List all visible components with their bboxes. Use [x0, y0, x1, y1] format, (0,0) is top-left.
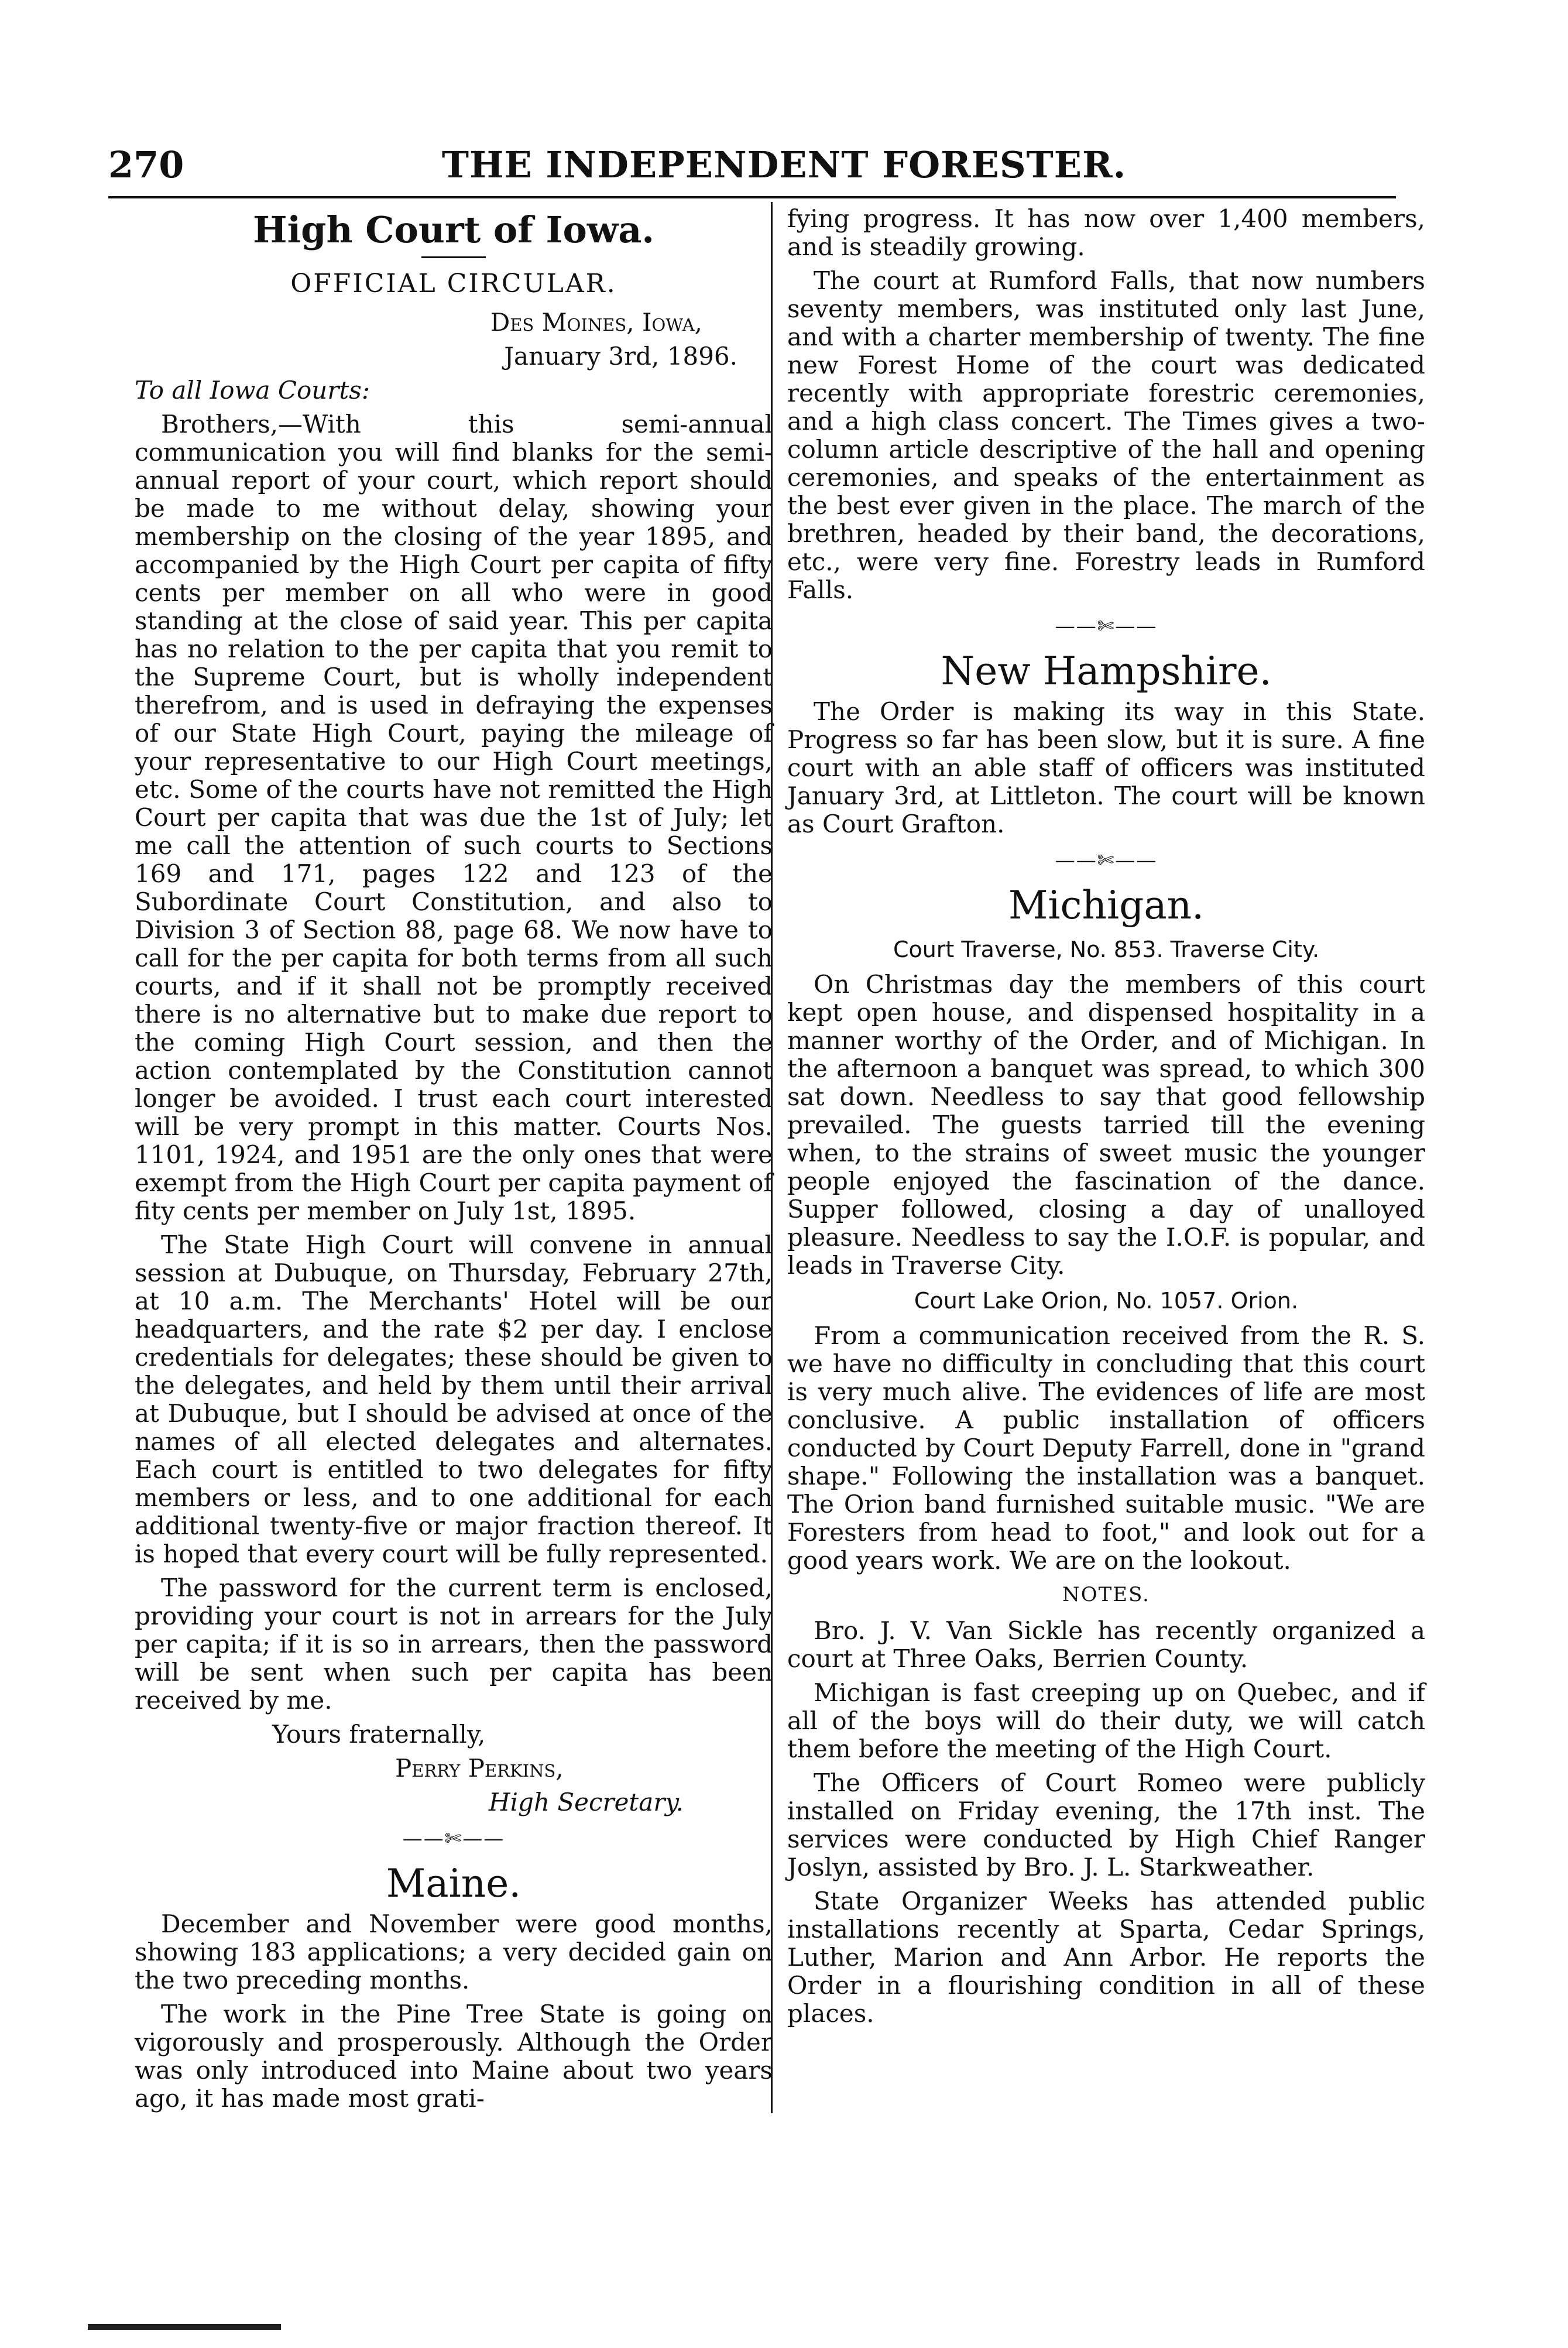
maine-paragraph-2: The work in the Pine Tree State is going on vigorously and prosperously. Although the Order was only introduced into Maine about two years ago, it has made most grati- — [135, 2000, 773, 2113]
circular-paragraph-2: The State High Court will convene in annual session at Dubuque, on Thursday, February 27th, at 10 a.m. The Merchants' Hotel will be our headquarters, and the rate $2 per day. I enclose credentials for delegates; these should be given to the delegates, and held by them until their arrival at Dubuque, but I should be advised at once of the names of all elected delegates and alternates. Each court is entitled to two delegates for fifty members or less, and to one additional for each additional twenty-five or major fraction thereof. It is hoped that every court will be fully represented. — [135, 1230, 773, 1568]
note-4: State Organizer Weeks has attended public installations recently at Sparta, Cedar Springs, Luther, Marion and Ann Arbor. He reports the Order in a flourishing condition in all of these places. — [787, 1887, 1425, 2028]
signature-title: High Secretary. — [489, 1788, 684, 1816]
title-rule — [421, 256, 486, 258]
page-number: 270 — [108, 143, 184, 186]
maine-continuation: fying progress. It has now over 1,400 members, and is steadily growing. — [787, 204, 1425, 261]
note-3: The Officers of Court Romeo were publicly installed on Friday evening, the 17th inst. The services were conducted by High Chief Ranger Joslyn, assisted by Bro. J. L. Starkweather. — [787, 1768, 1425, 1881]
note-2: Michigan is fast creeping up on Quebec, and if all of the boys will do their duty, we will catch them before the meeting of the High Court. — [787, 1678, 1425, 1763]
circular-subhead: OFFICIAL CIRCULAR. — [290, 269, 617, 299]
signature-closing: Yours fraternally, — [272, 1720, 486, 1749]
right-column — [787, 205, 1425, 2034]
note-1: Bro. J. V. Van Sickle has recently organized a court at Three Oaks, Berrien County. — [787, 1616, 1425, 1673]
salutation: To all Iowa Courts: — [135, 376, 370, 405]
dateline-date: January 3rd, 1896. — [504, 342, 737, 371]
maine-title: Maine. — [386, 1861, 521, 1906]
dateline-place: Des Moines, Iowa, — [490, 308, 702, 337]
new-hampshire-title: New Hampshire. — [941, 649, 1272, 694]
running-head: THE INDEPENDENT FORESTER. — [441, 143, 1127, 186]
bottom-scan-mark — [88, 2324, 281, 2330]
iowa-title: High Court of Iowa. — [253, 208, 654, 251]
header-rule — [108, 196, 1396, 198]
court-orion-heading: Court Lake Orion, No. 1057. Orion. — [914, 1288, 1299, 1314]
court-traverse-heading: Court Traverse, No. 853. Traverse City. — [893, 937, 1320, 962]
court-traverse-paragraph: On Christmas day the members of this court kept open house, and dispensed hospitality in a manner worthy of the Order, and of Michigan. In the afternoon a banquet was spread, to which 300 sat down. Needless to say that good fellowship prevailed. The guests tarried till the evening when, to the strains of sweet music the younger people enjoyed the fascination of the dance. Supper followed, closing a day of unalloyed pleasure. Needless to say the I.O.F. is popular, and leads in Traverse City. — [787, 970, 1425, 1280]
section-ornament: ——✄—— — [1055, 615, 1158, 638]
signature-name: Perry Perkins, — [395, 1754, 564, 1783]
section-ornament: ——✄—— — [1055, 849, 1158, 872]
rumford-paragraph: The court at Rumford Falls, that now numbers seventy members, was instituted only last June, and with a charter membership of twenty. The fine new Forest Home of the court was dedicated recently with appropriate forestric ceremonies, and a high class concert. The Times gives a two-column article descriptive of the hall and opening ceremonies, and speaks of the entertainment as the best ever given in the place. The march of the brethren, headed by their band, the decorations, etc., were very fine. Forestry leads in Rumford Falls. — [787, 266, 1425, 604]
maine-paragraph-1: December and November were good months, showing 183 applications; a very decided gain on the two preceding months. — [135, 1910, 773, 1994]
notes-heading: NOTES. — [1062, 1583, 1150, 1606]
circular-paragraph-3: The password for the current term is enclosed, providing your court is not in arrears for the July per capita; if it is so in arrears, then the password will be sent when such per capita has been received by me. — [135, 1574, 773, 1715]
left-column — [135, 205, 773, 2119]
michigan-title: Michigan. — [1008, 883, 1205, 928]
court-orion-paragraph: From a communication received from the R. S. we have no difficulty in concluding that this court is very much alive. The evidences of life are most conclusive. A public installation of officers conducted by Court Deputy Farrell, done in "grand shape." Following the installation was a banquet. The Orion band furnished suitable music. "We are Foresters from head to foot," and look out for a good years work. We are on the lookout. — [787, 1321, 1425, 1575]
section-ornament: ——✄—— — [402, 1827, 505, 1850]
circular-paragraph-1: Brothers,—With this semi-annual communication you will find blanks for the semi-annual report of your court, which report should be made to me without delay, showing your membership on the closing of the year 1895, and accompanied by the High Court per capita of fifty cents per member on all who were in good standing at the close of said year. This per capita has no relation to the per capita that you remit to the Supreme Court, but is wholly independent therefrom, and is used in defraying the expenses of our State High Court, paying the mileage of your representative to our High Court meetings, etc. Some of the courts have not remitted the High Court per capita that was due the 1st of July; let me call the attention of such courts to Sections 169 and 171, pages 122 and 123 of the Subordinate Court Constitution, and also to Division 3 of Section 88, page 68. We now have to call for the per capita for both terms from all such courts, and if it shall not be promptly received there is no alternative but to make due report to the coming High Court session, and then the action contemplated by the Constitution cannot longer be avoided. I trust each court interested will be very prompt in this matter. Courts Nos. 1101, 1924, and 1951 are the only ones that were exempt from the High Court per capita payment of fity cents per member on July 1st, 1895. — [135, 410, 773, 1225]
new-hampshire-paragraph: The Order is making its way in this State. Progress so far has been slow, but it is sure. A fine court with an able staff of officers was instituted January 3rd, at Littleton. The court will be known as Court Grafton. — [787, 697, 1425, 838]
